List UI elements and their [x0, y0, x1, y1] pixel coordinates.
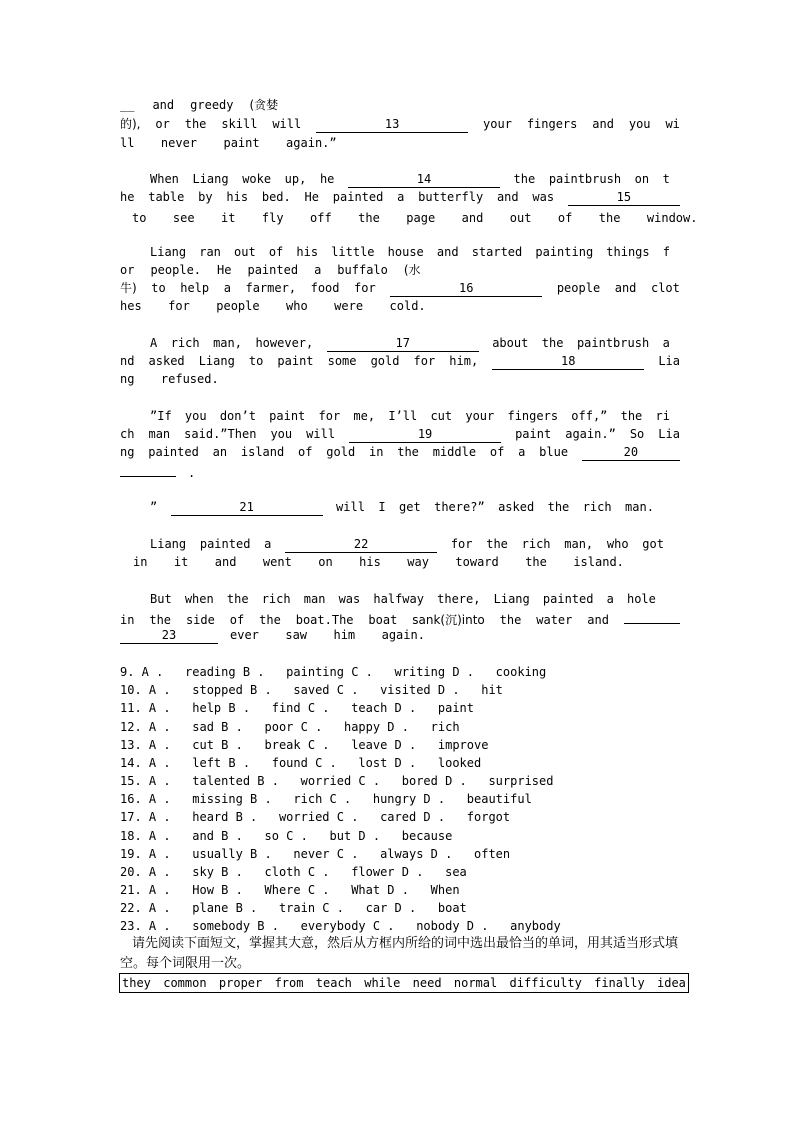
text: the: [541, 336, 564, 350]
text: 的),: [120, 117, 141, 131]
text: your: [483, 117, 512, 131]
answer-blank-19[interactable]: 19: [349, 427, 501, 443]
answer-blank-17[interactable]: 17: [327, 336, 479, 352]
text: there?”: [434, 500, 485, 514]
option-row: 14. A . left B . found C . lost D . looked: [120, 756, 482, 770]
text: of: [298, 445, 313, 459]
word-box-item: finally: [594, 976, 645, 990]
text: farmer,: [245, 281, 297, 295]
text: fingers: [526, 117, 578, 131]
text: and: [152, 98, 175, 112]
passage-line: [150, 535, 664, 553]
text: his: [226, 190, 249, 204]
text: his: [296, 245, 319, 259]
passage-line: [120, 443, 680, 461]
answer-blank-23[interactable]: [624, 608, 680, 624]
text: So: [629, 427, 645, 441]
text: the: [226, 592, 249, 606]
passage-line: [120, 96, 680, 114]
text: man,: [213, 336, 242, 350]
text: When: [150, 172, 179, 186]
text: paint: [277, 354, 314, 368]
text: buffalo: [337, 263, 388, 277]
text: side: [185, 613, 215, 627]
answer-blank-20-continued[interactable]: [120, 461, 176, 477]
text: fingers: [507, 409, 559, 423]
text: rich: [261, 592, 291, 606]
text: and: [587, 613, 609, 627]
text: ng refused.: [120, 372, 219, 386]
text: in: [368, 445, 384, 459]
text: of: [229, 613, 245, 627]
text: started: [471, 245, 523, 259]
text: wi: [665, 117, 680, 131]
text: again.”: [565, 427, 616, 441]
text: Liang: [192, 172, 229, 186]
option-row: 19. A . usually B . never C . always D . often: [120, 847, 511, 861]
text: island: [240, 445, 285, 459]
text: halfway: [373, 592, 424, 606]
text: asked: [148, 354, 185, 368]
text: little: [331, 245, 375, 259]
text: him,: [449, 354, 479, 368]
answer-blank-20[interactable]: 20: [582, 445, 680, 461]
passage-line: [120, 279, 680, 297]
text: middle: [432, 445, 477, 459]
text: ”If: [150, 409, 172, 423]
text: bed.: [261, 190, 291, 204]
text: will: [272, 117, 302, 131]
word-box-item: common: [163, 976, 207, 990]
text: things: [606, 245, 650, 259]
passage-line: [150, 334, 670, 352]
text: a: [314, 263, 322, 277]
text: hole: [626, 592, 656, 606]
passage-line: [120, 115, 680, 133]
text: and: [614, 281, 637, 295]
passage-line: [150, 170, 670, 188]
option-row: 11. A . help B . find C . teach D . paint: [120, 701, 475, 715]
word-box-item: proper: [218, 976, 263, 990]
text: in it and went on his way toward the island.: [133, 555, 624, 569]
answer-blank-14[interactable]: 14: [348, 172, 500, 188]
text: ri: [655, 409, 670, 423]
answer-blank-21[interactable]: 21: [171, 500, 323, 516]
text: man,: [564, 537, 594, 551]
option-row: 10. A . stopped B . saved C . visited D . hit: [120, 683, 503, 697]
text: hes for people who were cold.: [120, 299, 426, 313]
word-box-item: need: [412, 976, 442, 990]
text: up,: [284, 172, 307, 186]
text: A: [150, 336, 158, 350]
text: for: [354, 281, 376, 295]
text: man: [148, 427, 171, 441]
text: the: [620, 409, 643, 423]
text: me,: [353, 409, 376, 423]
text: asked: [498, 500, 535, 514]
text: people.: [150, 263, 202, 277]
word-box-item: while: [364, 976, 401, 990]
text: a: [606, 592, 614, 606]
passage-line: [120, 352, 680, 370]
option-row: 21. A . How B . Where C . What D . When: [120, 883, 460, 897]
text: don’t: [219, 409, 256, 423]
text: blue: [539, 445, 569, 459]
text: paintbrush: [576, 336, 650, 350]
text: for: [318, 409, 341, 423]
text: to: [151, 281, 166, 295]
word-box-item: they: [122, 976, 151, 990]
text: greedy: [190, 98, 234, 112]
text: in: [120, 613, 135, 627]
passage-line: [120, 370, 680, 388]
text: for: [450, 537, 473, 551]
text: painted: [247, 263, 299, 277]
text: clot: [650, 281, 680, 295]
passage-line: [120, 425, 680, 443]
option-row: 9. A . reading B . painting C . writing D . cooking: [120, 665, 547, 679]
text: and: [436, 245, 459, 259]
text: you: [270, 427, 293, 441]
text: he: [120, 190, 135, 204]
text: or: [120, 263, 135, 277]
text: ”: [150, 500, 158, 514]
text: the: [397, 445, 419, 459]
text: about: [492, 336, 529, 350]
text: the: [149, 613, 172, 627]
text: __: [120, 98, 135, 112]
text: the: [486, 537, 508, 551]
passage-line: [120, 608, 680, 626]
text: by: [198, 190, 213, 204]
text: people: [556, 281, 601, 295]
text: get: [399, 500, 421, 514]
text: will: [306, 427, 336, 441]
text: out: [234, 245, 256, 259]
word-box-item: difficulty: [509, 976, 582, 990]
text: some: [327, 354, 357, 368]
passage-line: [120, 626, 680, 644]
text: the: [547, 500, 570, 514]
text: .: [188, 466, 196, 480]
option-row: 17. A . heard B . worried C . cared D . forgot: [120, 810, 511, 824]
text: off,”: [571, 409, 608, 423]
text: Liang: [493, 592, 530, 606]
text: said.”Then: [184, 427, 257, 441]
answer-blank-15[interactable]: 15: [568, 190, 680, 206]
text: help: [180, 281, 210, 295]
text: Liang: [198, 354, 235, 368]
text: water: [536, 613, 573, 627]
word-box-item: from: [274, 976, 304, 990]
text: a: [518, 445, 526, 459]
text: gold: [370, 354, 400, 368]
text: on: [634, 172, 650, 186]
text: he: [319, 172, 335, 186]
text: a: [264, 537, 272, 551]
passage-line: [120, 134, 680, 152]
passage-line: [120, 206, 698, 225]
text: who: [606, 537, 629, 551]
text: rich: [521, 537, 551, 551]
answer-blank-18[interactable]: 18: [492, 354, 644, 370]
option-row: 12. A . sad B . poor C . happy D . rich: [120, 720, 460, 734]
option-row: 22. A . plane B . train C . car D . boat: [120, 901, 467, 915]
text: f: [662, 245, 670, 259]
text: ll never paint again.”: [120, 136, 337, 150]
option-row: 15. A . talented B . worried C . bored D . surprised: [120, 774, 554, 788]
text: painted: [148, 445, 199, 459]
text: ran: [199, 245, 221, 259]
text: the: [499, 613, 522, 627]
passage-line: [150, 590, 656, 608]
text: or: [155, 117, 170, 131]
text: got: [642, 537, 664, 551]
option-row: 13. A . cut B . break C . leave D . improve: [120, 738, 489, 752]
option-row: 16. A . missing B . rich C . hungry D . beautiful: [120, 792, 532, 806]
text: ng: [120, 445, 135, 459]
option-row: 18. A . and B . so C . but D . because: [120, 829, 453, 843]
text: of: [489, 445, 505, 459]
text: cut: [430, 409, 453, 423]
text: and: [496, 190, 519, 204]
text: nd: [120, 354, 135, 368]
text: paint: [515, 427, 552, 441]
text: to see it fly off the page and out of the window.: [132, 211, 698, 225]
passage-line: [120, 261, 680, 279]
text: food: [310, 281, 340, 295]
option-row: 20. A . sky B . cloth C . flower D . sea: [120, 865, 467, 879]
passage-line: [133, 553, 693, 571]
text: Liang: [150, 537, 187, 551]
text: Lia: [658, 427, 680, 441]
text: to: [248, 354, 264, 368]
text: you: [628, 117, 651, 131]
text: for: [413, 354, 436, 368]
passage-line: [150, 243, 670, 261]
word-box-item: normal: [453, 976, 498, 990]
passage-line: [150, 407, 670, 425]
passage-line: [120, 297, 680, 315]
answer-blank-13[interactable]: 13: [316, 117, 468, 133]
text: painted: [199, 537, 251, 551]
text: I’ll: [388, 409, 418, 423]
text: will: [336, 500, 365, 514]
text: house: [387, 245, 424, 259]
text: gold: [326, 445, 356, 459]
text: paint: [269, 409, 306, 423]
text: man.: [625, 500, 654, 514]
instruction-text: 请先阅读下面短文，掌握其大意，然后从方框内所给的词中选出最恰当的单词，用其适当形式填空。每个词限用一次。: [120, 936, 679, 971]
option-row: 23. A . somebody B . everybody C . nobody D . anybody: [120, 919, 561, 933]
text: was: [532, 190, 555, 204]
text: Lia: [658, 354, 680, 368]
passage-line: [120, 188, 680, 206]
text: paintbrush: [548, 172, 622, 186]
word-box-item: teach: [315, 976, 352, 990]
text: Liang: [150, 245, 187, 259]
text: there,: [437, 592, 481, 606]
text: painting: [535, 245, 594, 259]
text: and: [592, 117, 614, 131]
answer-blank-16[interactable]: 16: [390, 281, 542, 297]
text: rich: [582, 500, 612, 514]
text: sank(沉)into: [412, 613, 485, 627]
word-box-item: idea: [657, 976, 686, 990]
text: He: [217, 263, 232, 277]
text: the: [184, 117, 207, 131]
text: t: [662, 172, 670, 186]
text: a: [223, 281, 231, 295]
text: an: [212, 445, 228, 459]
text: painted: [542, 592, 594, 606]
answer-blank-22[interactable]: 22: [285, 537, 437, 553]
text: however,: [255, 336, 314, 350]
text: you: [184, 409, 207, 423]
text: skill: [221, 117, 258, 131]
text: boat: [368, 613, 398, 627]
text: a: [662, 336, 670, 350]
text: was: [338, 592, 361, 606]
text: man: [303, 592, 326, 606]
word-box: [119, 973, 689, 993]
text: 牛): [120, 281, 137, 295]
text: woke: [242, 172, 272, 186]
text: ever saw him again.: [230, 628, 425, 642]
passage-line: [120, 461, 680, 479]
text: butterfly: [418, 190, 484, 204]
text: But: [150, 592, 172, 606]
text: your: [465, 409, 495, 423]
text: the: [259, 613, 281, 627]
text: He: [304, 190, 319, 204]
text: table: [148, 190, 185, 204]
answer-blank-23-continued[interactable]: 23: [120, 628, 218, 644]
text: the: [513, 172, 536, 186]
text: a: [397, 190, 405, 204]
text: boat.The: [295, 613, 354, 627]
text: of: [268, 245, 284, 259]
text: painted: [332, 190, 384, 204]
text: rich: [170, 336, 200, 350]
text: (贪婪: [249, 98, 279, 112]
text: when: [184, 592, 214, 606]
text: ch: [120, 427, 135, 441]
passage-line: [150, 498, 654, 516]
text: (水: [403, 263, 421, 277]
text: I: [378, 500, 386, 514]
